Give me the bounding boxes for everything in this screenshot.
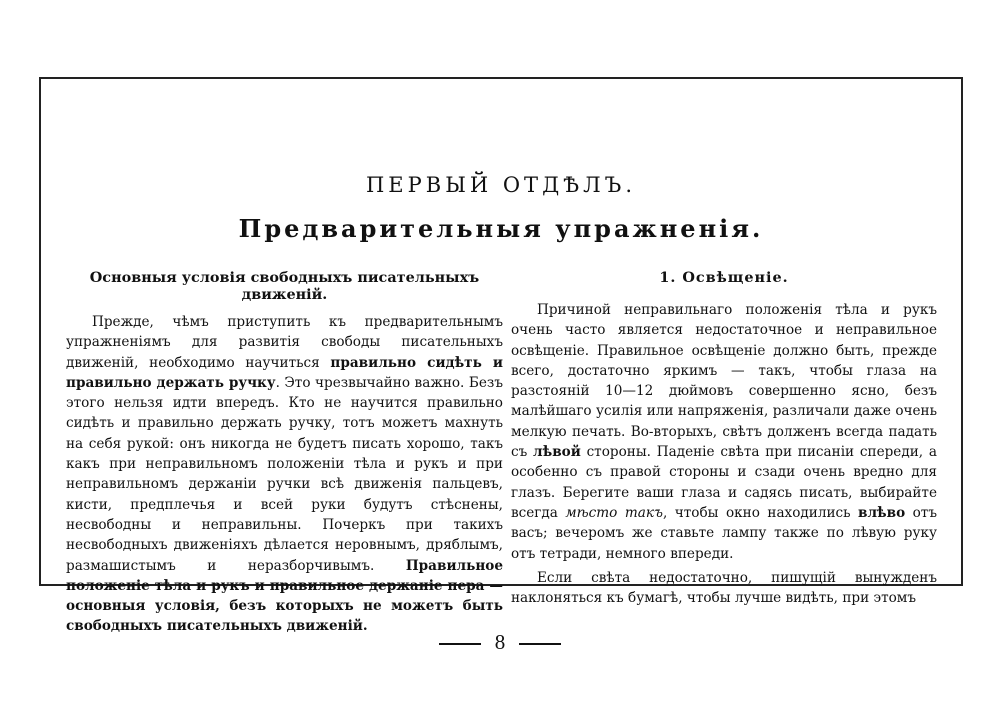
bold-text-run: влѣво (858, 504, 906, 521)
text-run: . Это чрезвычайно важно. Безъ этого нельзя идти впередъ. Кто не научится правильно сидѣть и правильно держать ручку, тотъ можетъ махнуть на себя рукой: онъ никогда не будетъ писать хорошо, такъ какъ при неправильномъ положеніи тѣла и рукъ и при неправильномъ держаніи ручки всѣ движенія пальцевъ, кисти, предплечья и всей руки будутъ стѣснены, несвободны и неправильны. Почеркъ при такихъ несвободныхъ движеніяхъ дѣлается неровнымъ, дряблымъ, размашистымъ и неразборчивымъ. (66, 374, 503, 574)
left-column-heading: Основныя условія свободныхъ писательныхъ движеній. (89, 269, 480, 303)
page-number: 8 (494, 630, 506, 654)
right-paragraph: Если свѣта недостаточно, пишущій вынужденъ наклоняться къ бумагѣ, чтобы лучше видѣть, при этомъ (511, 569, 937, 607)
text-run: , чтобы окно находились (663, 504, 859, 521)
dash-left (439, 643, 481, 645)
bold-text-run: Правильное положеніе тѣла и рукъ и правильное держаніе пера — основныя условія, безъ которыхъ не можетъ быть свободныхъ писательныхъ движеній. (66, 557, 503, 635)
text-run: стороны. Паденіе свѣта при писаніи спереди, а особенно съ правой стороны и сзади очень вредно для глазъ. Берегите ваши глаза и садясь писать, выбирайте всегда (511, 444, 937, 521)
left-column (66, 269, 503, 637)
section-label: ПЕРВЫЙ ОТДѢЛЪ. (365, 173, 637, 197)
page-frame (39, 77, 963, 635)
text-run: отъ васъ; вечеромъ же ставьте лампу также по лѣвую руку отъ тетради, немного впереди. (511, 504, 937, 562)
text-run: Причиной неправильнаго положенія тѣла и рукъ очень часто является недостаточное и неправильное освѣщеніе. Правильное освѣщеніе должно быть, прежде всего, достаточно яркимъ — такъ, чтобы глаза на разстояній 10—12 дюймовъ совершенно ясно, безъ малѣйшаго усилія или напряженія, различали даже очень мелкую печать. Во-вторыхъ, свѣтъ долженъ всегда падать съ (511, 302, 937, 461)
italic-text-run: мѣсто такъ (565, 504, 663, 521)
section-title: Предварительныя упражненія. (238, 214, 764, 243)
page-number-footer (0, 630, 1000, 655)
right-column (511, 269, 937, 608)
right-paragraph (511, 300, 937, 564)
left-paragraph (66, 312, 503, 637)
bold-text-run: лѣвой (533, 444, 581, 461)
dash-right (519, 643, 561, 645)
right-column-heading: 1. Освѣщеніе. (659, 269, 789, 286)
bold-text-run: правильно сидѣть и правильно держать ручку (66, 354, 504, 391)
text-run: Прежде, чѣмъ приступить къ предварительнымъ упражненіямъ для развитія свободы писательныхъ движеній, необходимо научиться (66, 314, 503, 371)
